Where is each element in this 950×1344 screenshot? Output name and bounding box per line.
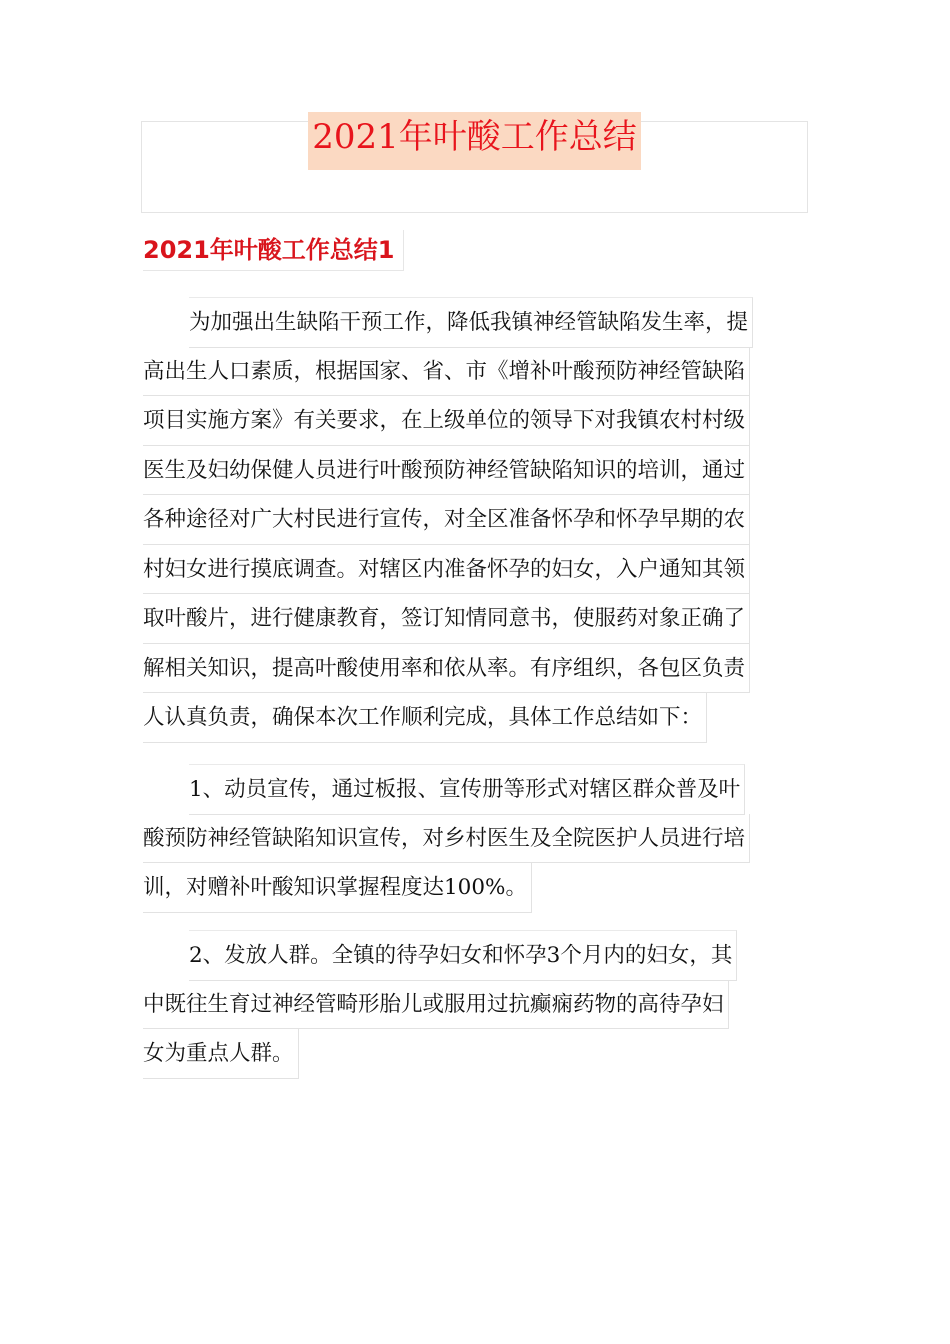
paragraph-line: 人认真负责，确保本次工作顺利完成，具体工作总结如下： <box>143 693 753 743</box>
paragraph-item-1 <box>143 764 750 913</box>
paragraph-line: 1、动员宣传，通过板报、宣传册等形式对辖区群众普及叶 <box>143 764 750 814</box>
paragraph-line: 高出生人口素质，根据国家、省、市《增补叶酸预防神经管缺陷 <box>143 347 753 397</box>
paragraph-intro <box>143 297 753 743</box>
paragraph-item-2 <box>143 930 737 1079</box>
paragraph-line: 酸预防神经管缺陷知识宣传，对乡村医生及全院医护人员进行培 <box>143 814 750 864</box>
paragraph-line: 解相关知识，提高叶酸使用率和依从率。有序组织，各包区负责 <box>143 644 753 694</box>
paragraph-line: 取叶酸片，进行健康教育，签订知情同意书，使服药对象正确了 <box>143 594 753 644</box>
paragraph-line: 医生及妇幼保健人员进行叶酸预防神经管缺陷知识的培训，通过 <box>143 446 753 496</box>
document-title: 2021年叶酸工作总结 <box>312 117 637 157</box>
section-heading: 2021年叶酸工作总结1 <box>143 230 404 271</box>
paragraph-line: 女为重点人群。 <box>143 1029 737 1079</box>
paragraph-line: 项目实施方案》有关要求，在上级单位的领导下对我镇农村村级 <box>143 396 753 446</box>
paragraph-line: 村妇女进行摸底调查。对辖区内准备怀孕的妇女，入户通知其领 <box>143 545 753 595</box>
paragraph-line: 各种途径对广大村民进行宣传，对全区准备怀孕和怀孕早期的农 <box>143 495 753 545</box>
paragraph-line: 中既往生育过神经管畸形胎儿或服用过抗癫痫药物的高待孕妇 <box>143 980 737 1030</box>
paragraph-line: 训，对赠补叶酸知识掌握程度达100%。 <box>143 863 750 913</box>
paragraph-line: 2、发放人群。全镇的待孕妇女和怀孕3个月内的妇女，其 <box>143 930 737 980</box>
paragraph-line: 为加强出生缺陷干预工作，降低我镇神经管缺陷发生率，提 <box>143 297 753 347</box>
